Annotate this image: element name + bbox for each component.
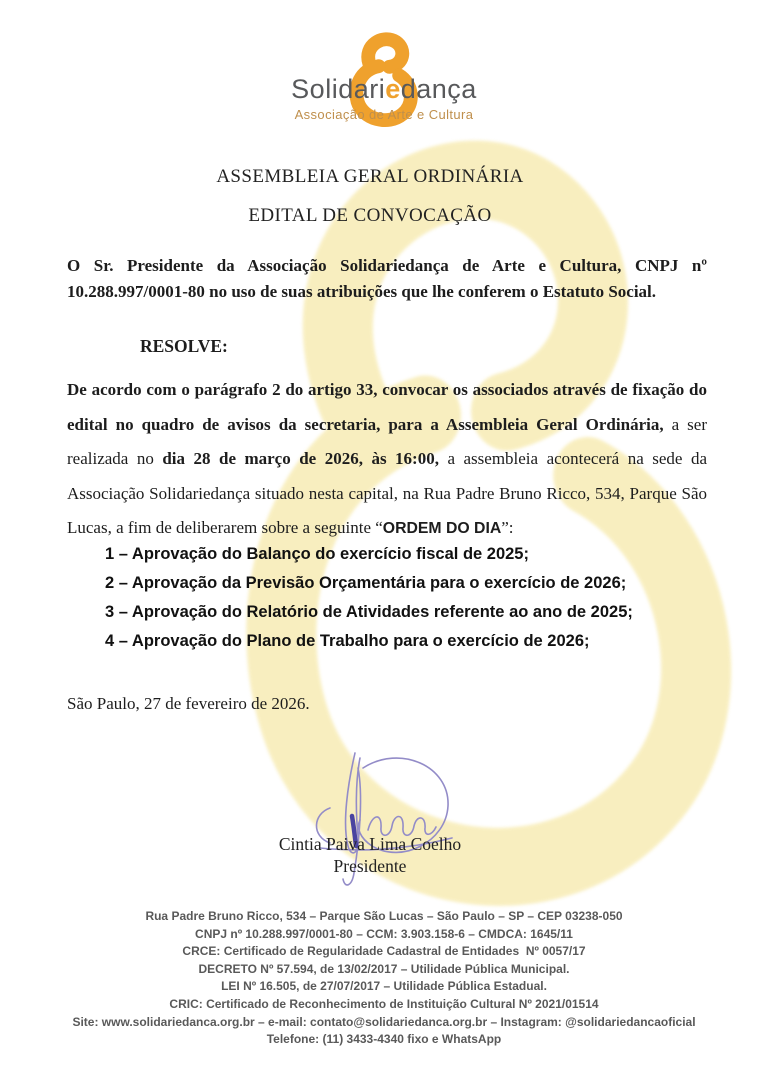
footer-line: Telefone: (11) 3433-4340 fixo e WhatsApp bbox=[266, 1032, 502, 1047]
footer-line: CNPJ nº 10.288.997/0001-80 – CCM: 3.903.158-6 – CMDCA: 1645/11 bbox=[195, 926, 573, 941]
signer-name: Cintia Paiva Lima Coelho bbox=[278, 834, 462, 854]
logo-wordmark bbox=[234, 74, 534, 104]
signer-block bbox=[0, 833, 740, 877]
logo-word-prefix: Solidari bbox=[291, 74, 386, 104]
text-run: dia 28 de março de 2026, às 16:00, bbox=[162, 449, 439, 468]
signer-role: Presidente bbox=[333, 856, 407, 876]
body-paragraph bbox=[67, 373, 707, 546]
text-run: De acordo com o parágrafo 2 do artigo 33, convocar os associados através de fixação do edital no quadro de avisos da secretaria, para a Assembleia Geral Ordinária, bbox=[67, 380, 707, 434]
footer-line: CRIC: Certificado de Reconhecimento de Instituição Cultural Nº 2021/01514 bbox=[169, 996, 599, 1011]
logo-tagline: Associação de Arte e Cultura bbox=[294, 107, 474, 122]
agenda-item: 2 – Aprovação da Previsão Orçamentária para o exercício de 2026; bbox=[105, 574, 627, 592]
footer-line: CRCE: Certificado de Regularidade Cadastral de Entidades Nº 0057/17 bbox=[182, 944, 586, 959]
agenda-item: 1 – Aprovação do Balanço do exercício fiscal de 2025; bbox=[105, 545, 529, 563]
intro-paragraph: O Sr. Presidente da Associação Solidariedança de Arte e Cultura, CNPJ nº 10.288.997/0001-80 no uso de suas atribuições que lhe conferem o Estatuto Social. bbox=[67, 256, 707, 301]
document-footer bbox=[34, 908, 734, 1049]
footer-line: DECRETO Nº 57.594, de 13/02/2017 – Utilidade Pública Municipal. bbox=[198, 961, 570, 976]
text-run: ”: bbox=[501, 518, 514, 537]
footer-line: Site: www.solidariedanca.org.br – e-mail: contato@solidariedanca.org.br – Instagram: @solidariedancaoficial bbox=[72, 1014, 696, 1029]
document-title-line2: EDITAL DE CONVOCAÇÃO bbox=[248, 205, 492, 226]
text-run: ORDEM DO DIA bbox=[382, 520, 502, 537]
text-run: a ser realizada no bbox=[67, 414, 707, 468]
logo-lockup bbox=[234, 36, 534, 128]
logo-word-suffix: dança bbox=[400, 74, 477, 104]
footer-line: LEI Nº 16.505, de 27/07/2017 – Utilidade Pública Estadual. bbox=[221, 979, 547, 994]
resolve-label: RESOLVE: bbox=[140, 336, 228, 356]
footer-line: Rua Padre Bruno Ricco, 534 – Parque São Lucas – São Paulo – SP – CEP 03238-050 bbox=[145, 909, 623, 923]
document-title-line1: ASSEMBLEIA GERAL ORDINÁRIA bbox=[216, 166, 524, 187]
agenda-item: 4 – Aprovação do Plano de Trabalho para o exercício de 2026; bbox=[105, 632, 590, 650]
agenda-item: 3 – Aprovação do Relatório de Atividades referente ao ano de 2025; bbox=[105, 603, 633, 621]
agenda-list bbox=[105, 540, 665, 656]
date-line: São Paulo, 27 de fevereiro de 2026. bbox=[67, 694, 310, 713]
logo-word-e: e bbox=[385, 74, 401, 104]
logo-block bbox=[0, 36, 768, 128]
text-run: a assembleia acontecerá na sede da Associação Solidariedança situado nesta capital, na Rua Padre Bruno Ricco, 534, Parque São Lucas, a fim de deliberarem sobre a seguinte “ bbox=[67, 449, 707, 537]
